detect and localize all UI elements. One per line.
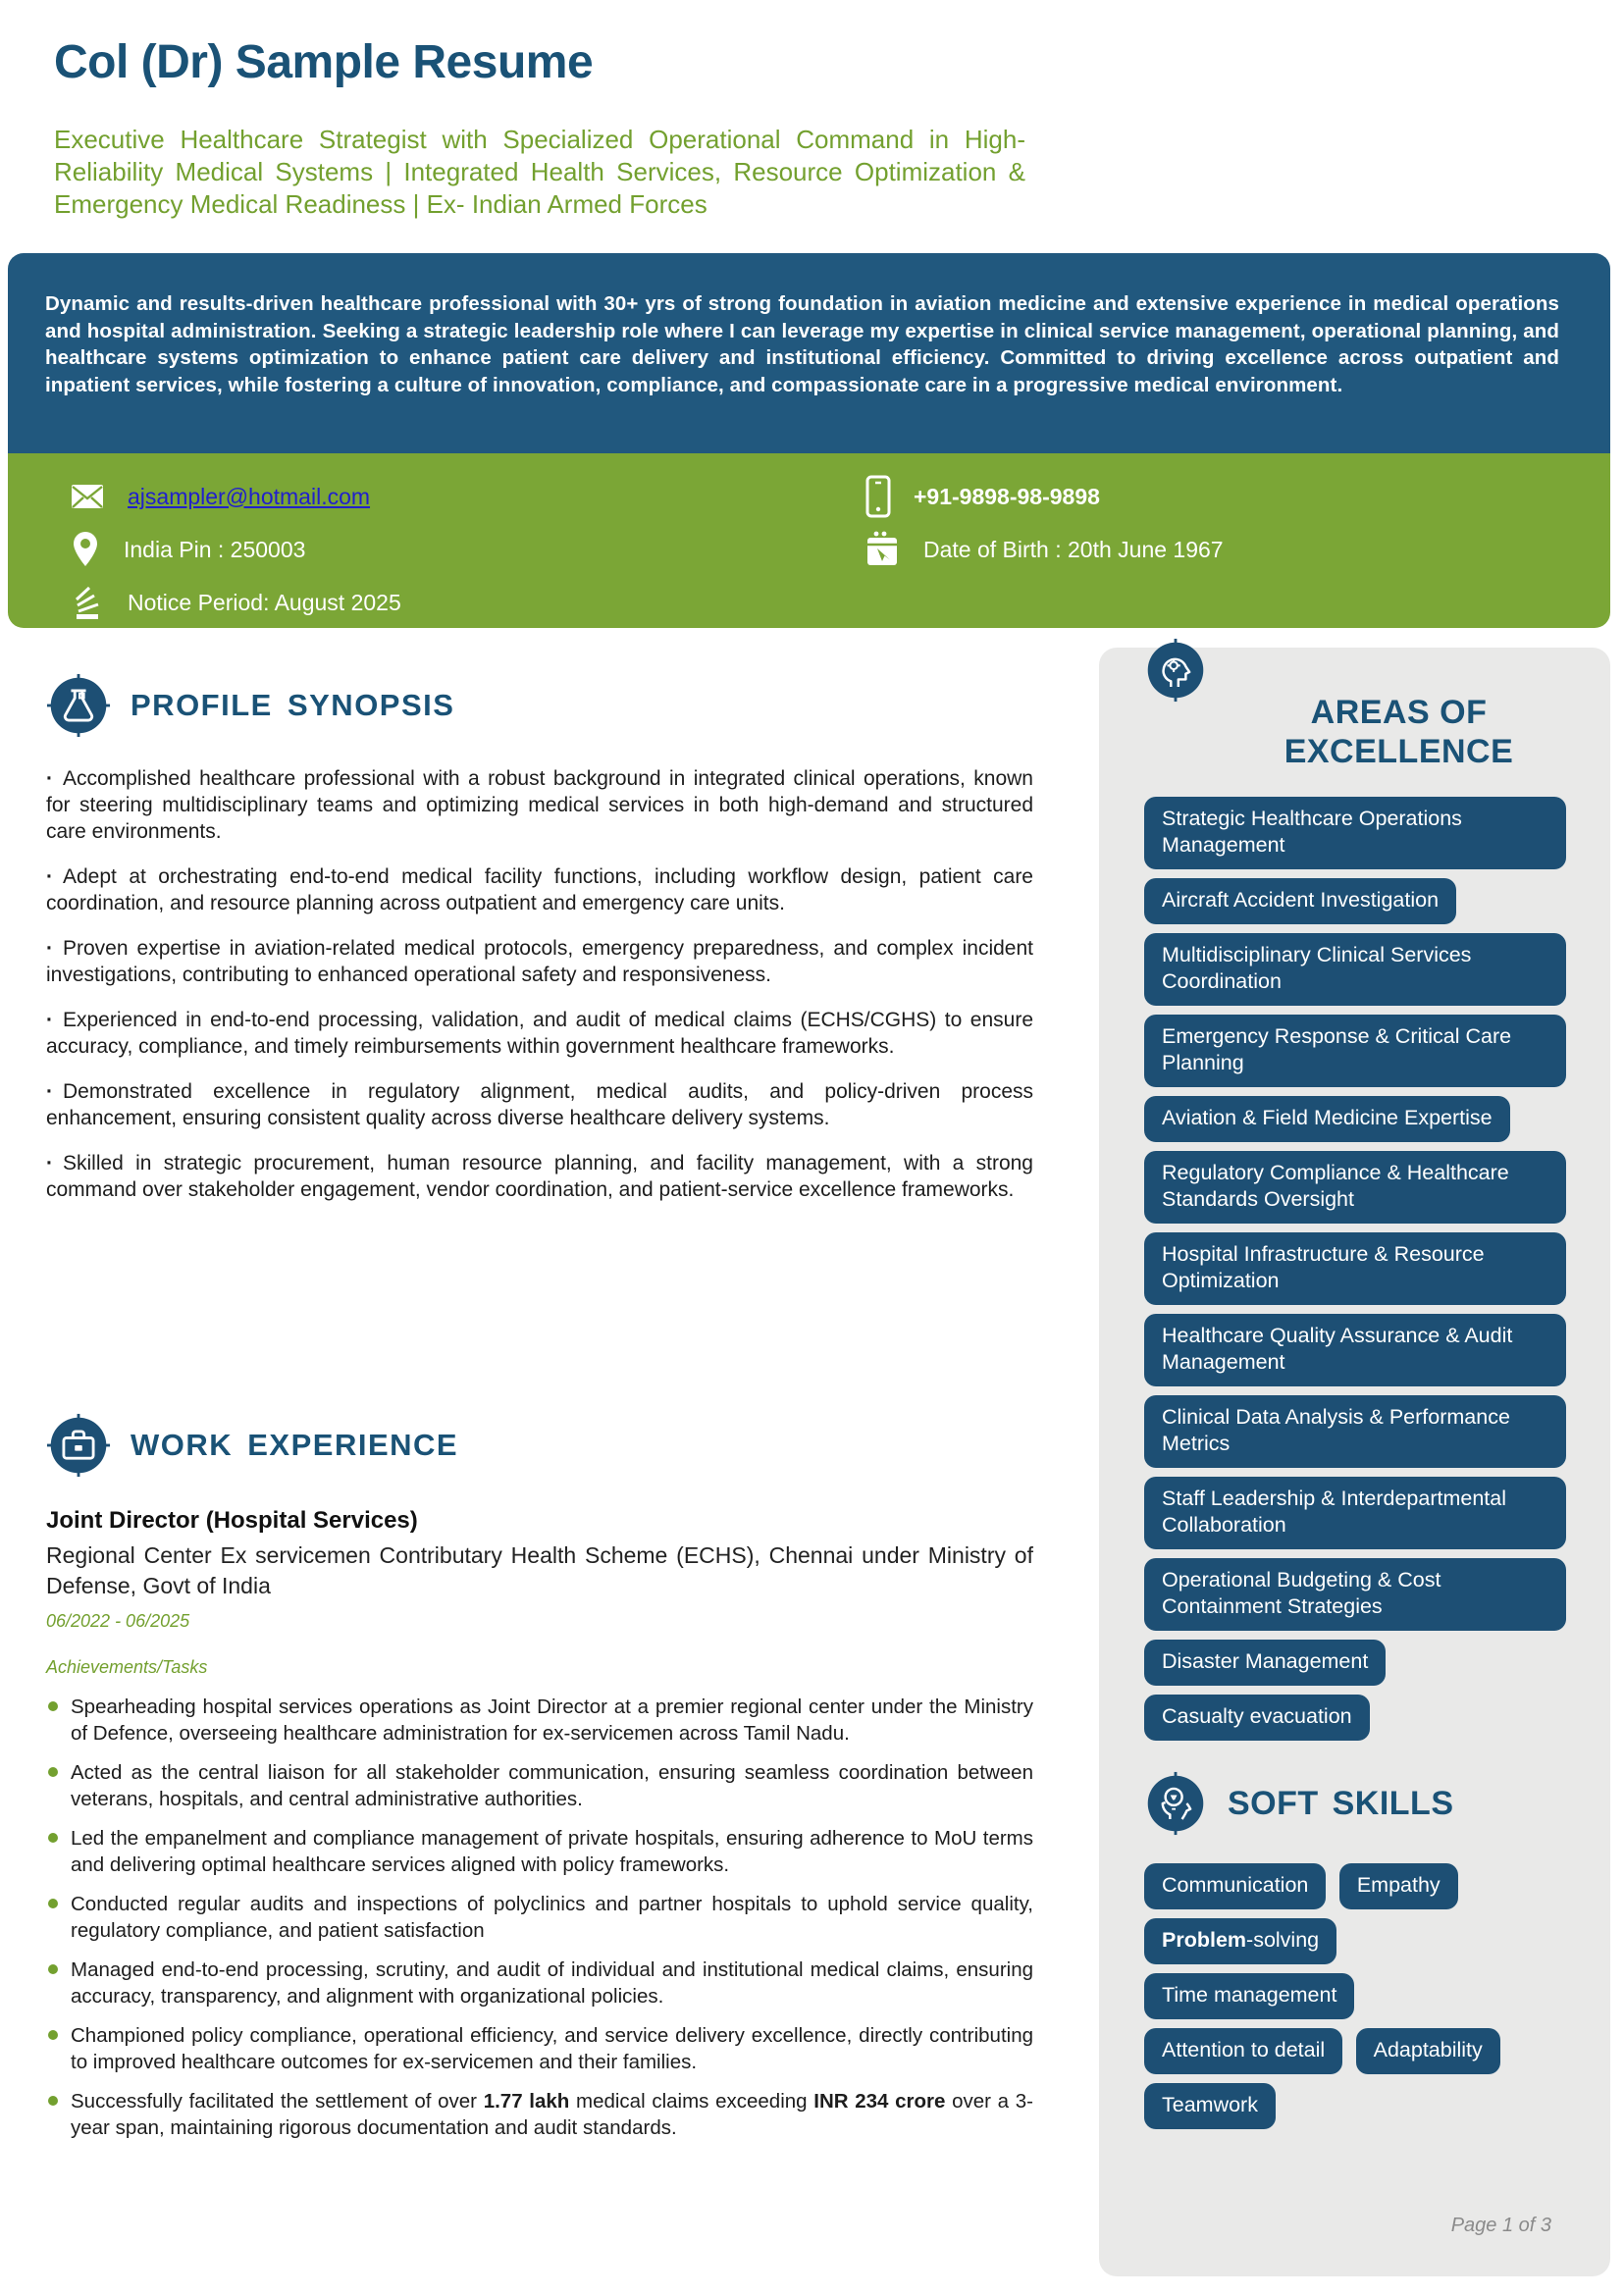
- achievement-item: Acted as the central liaison for all stakeholder communication, ensuring seamless coordination between veterans, hospitals, and central administrative authorities.: [46, 1759, 1033, 1812]
- profile-synopsis-section: [46, 673, 1033, 1222]
- soft-skill-tag: Empathy: [1339, 1863, 1458, 1909]
- achievement-text: over a 3-year span, maintaining rigorous documentation and audit standards.: [71, 2090, 1033, 2139]
- synopsis-bullet: · Skilled in strategic procurement, human resource planning, and facility management, with a strong command over stakeholder engagement, vendor coordination, and patient-service excellence frameworks.: [46, 1150, 1033, 1203]
- head-gear-icon: [1143, 638, 1208, 703]
- synopsis-bullet: · Proven expertise in aviation-related medical protocols, emergency preparedness, and complex incident investigations, contributing to enhanced operational safety and responsiveness.: [46, 935, 1033, 988]
- phone-text: +91-9898-98-9898: [914, 483, 1100, 509]
- achievement-text: medical claims exceeding: [569, 2090, 814, 2113]
- achievement-item: Conducted regular audits and inspections of polyclinics and partner hospitals to uphold service quality, regulatory compliance, and patient satisfaction: [46, 1891, 1033, 1944]
- envelope-icon: [69, 480, 106, 513]
- page-title: Col (Dr) Sample Resume: [54, 36, 594, 88]
- page-number: Page 1 of 3: [1450, 2215, 1551, 2236]
- excellence-tag: Clinical Data Analysis & Performance Metrics: [1144, 1395, 1566, 1468]
- soft-skill-tag: Time management: [1144, 1973, 1354, 2019]
- notice-period-text: Notice Period: August 2025: [128, 589, 401, 615]
- soft-skill-tag: Communication: [1144, 1863, 1326, 1909]
- map-pin-icon: [69, 530, 102, 569]
- skill-row: [1144, 1863, 1575, 1918]
- document-stack-icon: [69, 584, 106, 621]
- location-text: India Pin : 250003: [124, 536, 306, 562]
- skill-row: [1144, 1973, 1575, 2028]
- email-link[interactable]: ajsampler@hotmail.com: [128, 483, 371, 509]
- dob-text: Date of Birth : 20th June 1967: [923, 536, 1224, 562]
- work-experience-section: [46, 1413, 1033, 2154]
- contact-phone-row: [864, 475, 1100, 518]
- company-name: Regional Center Ex servicemen Contributary Health Scheme (ECHS), Chennai under Ministry of Defense, Govt of India: [46, 1542, 1033, 1598]
- achievement-highlight: 1.77 lakh: [483, 2090, 570, 2113]
- synopsis-bullet: · Experienced in end-to-end processing, validation, and audit of medical claims (ECHS/CGHS) to ensure accuracy, compliance, and timely reimbursements within government healthcare frameworks.: [46, 1007, 1033, 1060]
- contact-email-row: [69, 475, 370, 518]
- summary-text: Dynamic and results-driven healthcare professional with 30+ yrs of strong foundation in aviation medicine and extensive experience in medical operations and hospital administration. Seeking a strategic leadership role where I can leverage my expertise in clinical service management, operational planning, and healthcare systems optimization to enhance patient care delivery and institutional efficiency. Committed to driving excellence across outpatient and inpatient services, while fostering a culture of innovation, compliance, and compassionate care in a progressive medical environment.: [45, 292, 1559, 396]
- calendar-cursor-icon: [864, 530, 902, 569]
- briefcase-icon: [46, 1413, 111, 1478]
- excellence-tags: [1099, 771, 1610, 1749]
- excellence-tag: Healthcare Quality Assurance & Audit Management: [1144, 1314, 1566, 1386]
- flask-icon: [46, 673, 111, 738]
- excellence-tag: Hospital Infrastructure & Resource Optimization: [1144, 1232, 1566, 1305]
- contact-band: [8, 453, 1610, 628]
- soft-skill-tag: Adaptability: [1356, 2028, 1500, 2074]
- excellence-tag: Multidisciplinary Clinical Services Coordination: [1144, 933, 1566, 1006]
- achievement-item: Championed policy compliance, operational efficiency, and service delivery excellence, directly contributing to improved healthcare outcomes for ex-servicemen and their families.: [46, 2022, 1033, 2075]
- synopsis-bullet: · Accomplished healthcare professional with a robust background in integrated clinical operations, known for steering multidisciplinary teams and optimizing medical services in both high-demand and structured care environments.: [46, 765, 1033, 845]
- work-experience-heading: WORK EXPERIENCE: [131, 1428, 459, 1462]
- sidebar-panel: [1099, 648, 1610, 2276]
- soft-skills-header: [1099, 1771, 1610, 1836]
- head-bulb-icon: [1143, 1771, 1208, 1836]
- contact-dob-row: [864, 528, 1224, 571]
- excellence-tag: Aviation & Field Medicine Expertise: [1144, 1096, 1510, 1142]
- achievement-highlight: INR 234 crore: [813, 2090, 946, 2113]
- contact-notice-row: [69, 581, 401, 624]
- achievements-list: [46, 1694, 1033, 2141]
- excellence-tag: Strategic Healthcare Operations Management: [1144, 797, 1566, 869]
- excellence-tag: Disaster Management: [1144, 1640, 1386, 1686]
- excellence-tag: Emergency Response & Critical Care Planning: [1144, 1015, 1566, 1087]
- achievement-text: Successfully facilitated the settlement of over: [71, 2090, 484, 2113]
- excellence-tag: Regulatory Compliance & Healthcare Standards Oversight: [1144, 1151, 1566, 1224]
- skill-text-bold: Problem: [1162, 1928, 1247, 1952]
- profile-synopsis-heading: PROFILE SYNOPSIS: [131, 688, 455, 722]
- excellence-tag: Aircraft Accident Investigation: [1144, 878, 1456, 924]
- achievement-item: Led the empanelment and compliance management of private hospitals, ensuring adherence to MoU terms and delivering optimal healthcare services aligned with policy frameworks.: [46, 1825, 1033, 1878]
- soft-skill-tag: Attention to detail: [1144, 2028, 1342, 2074]
- summary-band: [8, 253, 1610, 453]
- achievement-item: [46, 2088, 1033, 2141]
- skill-row: [1144, 2083, 1575, 2138]
- soft-skill-tag: Teamwork: [1144, 2083, 1276, 2129]
- soft-skills-heading: SOFT SKILLS: [1228, 1784, 1454, 1822]
- synopsis-bullet: · Demonstrated excellence in regulatory alignment, medical audits, and policy-driven process enhancement, ensuring consistent quality across diverse healthcare delivery systems.: [46, 1078, 1033, 1131]
- excellence-tag: Staff Leadership & Interdepartmental Collaboration: [1144, 1477, 1566, 1549]
- areas-of-excellence-heading: AREAS OF EXCELLENCE: [1283, 694, 1514, 770]
- soft-skill-tag: [1144, 1918, 1336, 1964]
- skill-text: -solving: [1246, 1928, 1320, 1952]
- skill-row: [1144, 1918, 1575, 1973]
- tagline: Executive Healthcare Strategist with Specialized Operational Command in High-Reliability Medical Systems | Integrated Health Services, Resource Optimization & Emergency Medical Readiness | Ex- Indian Armed Forces: [54, 125, 1025, 219]
- employment-dates: 06/2022 - 06/2025: [46, 1611, 190, 1631]
- profile-synopsis-header: [46, 673, 1033, 738]
- skill-row: [1144, 2028, 1575, 2083]
- achievements-label: Achievements/Tasks: [46, 1657, 208, 1677]
- work-experience-header: [46, 1413, 1033, 1478]
- achievement-item: Managed end-to-end processing, scrutiny, and audit of individual and institutional medical claims, ensuring accuracy, transparency, and alignment with organizational policies.: [46, 1957, 1033, 2009]
- soft-skill-tags: [1099, 1836, 1610, 2138]
- excellence-tag: Operational Budgeting & Cost Containment Strategies: [1144, 1558, 1566, 1631]
- excellence-tag: Casualty evacuation: [1144, 1695, 1370, 1741]
- synopsis-bullet: · Adept at orchestrating end-to-end medical facility functions, including workflow design, patient care coordination, and resource planning across outpatient and emergency care units.: [46, 863, 1033, 916]
- achievement-item: Spearheading hospital services operations as Joint Director at a premier regional center under the Ministry of Defence, overseeing healthcare administration for ex-servicemen across Tamil Nadu.: [46, 1694, 1033, 1747]
- contact-location-row: [69, 528, 305, 571]
- job-title: Joint Director (Hospital Services): [46, 1507, 418, 1534]
- smartphone-icon: [864, 475, 892, 518]
